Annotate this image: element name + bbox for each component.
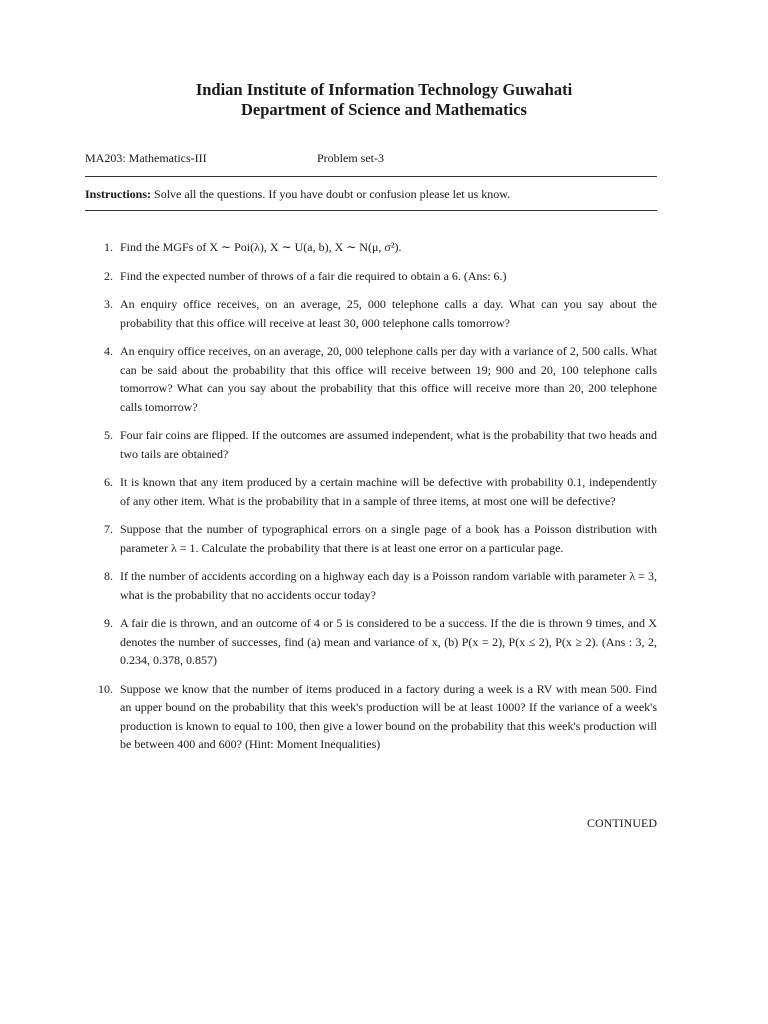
instructions-text: Solve all the questions. If you have doubt or confusion please let us know. (151, 187, 511, 201)
document-header (0, 80, 768, 120)
question-number: 7. (104, 522, 113, 536)
institute-title: Indian Institute of Information Technology Guwahati (195, 80, 573, 99)
question-text: Suppose we know that the number of items produced in a factory during a week is a RV with mean 500. Find an upper bound on the probability that this week's production will be at least 1000? If the variance of a week's production is known to equal to 100, then give a lower bound on the probability that this week's production will be between 400 and 600? (Hint: Moment Inequalities) (120, 681, 657, 751)
question-number: 1. (104, 240, 113, 254)
question-item (85, 426, 657, 463)
question-text: Find the expected number of throws of a fair die required to obtain a 6. (Ans: 6.) (120, 268, 507, 283)
course-code: MA203: Mathematics-III (85, 151, 207, 165)
question-text: Find the MGFs of X ∼ Poi(λ), X ∼ U(a, b), X ∼ N(μ, σ²). (120, 240, 402, 254)
question-text: An enquiry office receives, on an average, 20, 000 telephone calls per day with a variance of 2, 500 calls. What can be said about the probability that this office will receive between 19; 900 and 20, 100 telephone calls tomorrow? What can you say about the probability that this office will receive more than 20, 200 telephone calls tomorrow? (120, 344, 657, 414)
instructions-label: Instructions: (85, 187, 152, 201)
question-item (85, 680, 657, 754)
top-divider (85, 176, 657, 177)
question-item (85, 342, 657, 416)
question-text: An enquiry office receives, on an average, 25, 000 telephone calls a day. What can you say about the probability that this office will receive at least 30, 000 telephone calls tomorrow? (120, 297, 657, 330)
question-text: It is known that any item produced by a certain machine will be defective with probability 0.1, independently of any other item. What is the probability that in a sample of three items, at most one will be defective? (120, 475, 657, 508)
question-text: If the number of accidents according on a highway each day is a Poisson random variable with parameter λ = 3, what is the probability that no accidents occur today? (120, 569, 657, 602)
question-item (85, 520, 657, 557)
question-number: 4. (104, 344, 113, 358)
problem-set-label: Problem set-3 (317, 151, 384, 165)
question-number: 5. (104, 428, 113, 442)
question-text: A fair die is thrown, and an outcome of 4 or 5 is considered to be a success. If the die is thrown 9 times, and X denotes the number of successes, find (a) mean and variance of x, (b) P(x = 2), P(x ≤ 2), P(x ≥ 2). (Ans : 3, 2, 0.234, 0.378, 0.857) (120, 616, 657, 667)
question-text: Four fair coins are flipped. If the outcomes are assumed independent, what is the probability that two heads and two tails are obtained? (120, 428, 657, 461)
instructions (85, 186, 657, 202)
question-text: Suppose that the number of typographical errors on a single page of a book has a Poisson distribution with parameter λ = 1. Calculate the probability that there is at least one error on a particular page. (120, 522, 657, 555)
question-number: 6. (104, 475, 113, 489)
question-item (85, 267, 657, 286)
question-item (85, 614, 657, 670)
bottom-divider (85, 210, 657, 211)
question-number: 8. (104, 569, 113, 583)
question-number: 9. (104, 616, 113, 630)
question-number: 2. (104, 268, 113, 283)
question-item (85, 473, 657, 510)
continued-label: CONTINUED (587, 816, 657, 830)
question-item (85, 295, 657, 332)
question-number: 3. (104, 297, 113, 311)
question-item (85, 238, 657, 257)
question-number: 10. (98, 681, 113, 696)
question-list (85, 238, 657, 764)
department-title: Department of Science and Mathematics (241, 100, 527, 119)
question-item (85, 567, 657, 604)
